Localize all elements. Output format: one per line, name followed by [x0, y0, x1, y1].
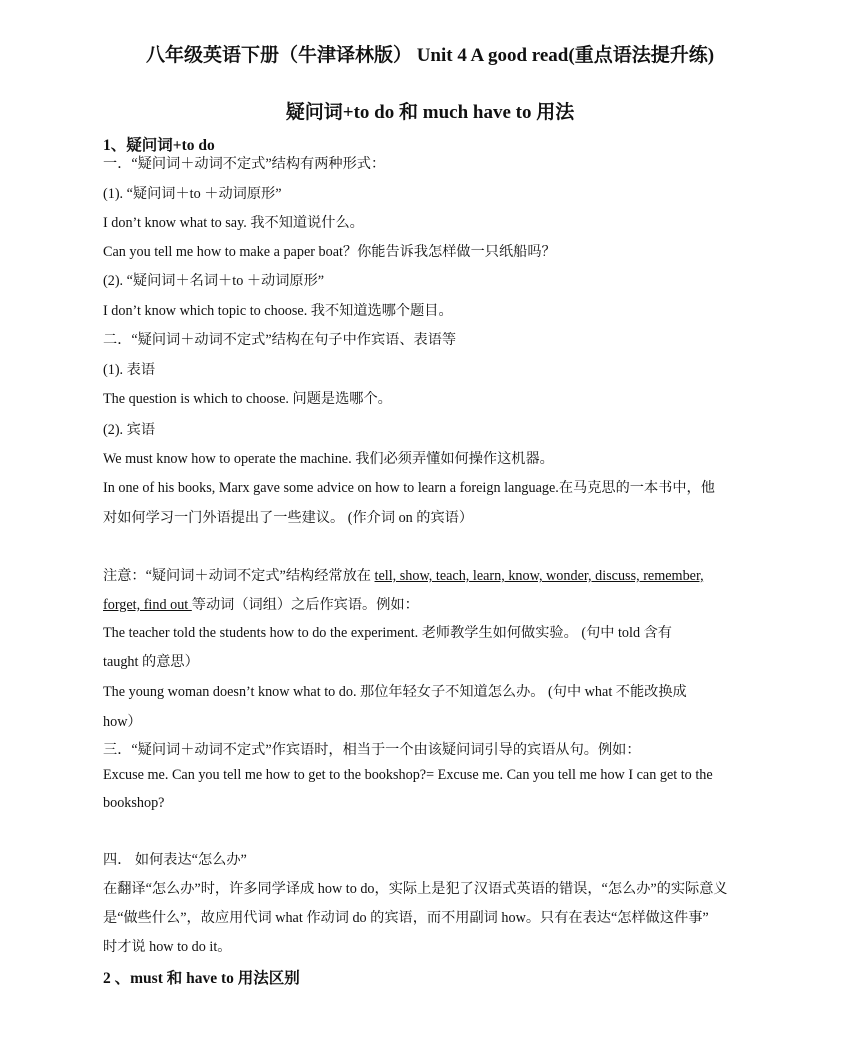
text-line: taught 的意思）	[103, 654, 199, 670]
text-line: Can you tell me how to make a paper boat？你能告诉我怎样做一只纸船吗？	[103, 244, 556, 260]
text-line: (2). “疑问词＋名词＋to ＋动词原形”	[103, 273, 325, 289]
text-line: (2). 宾语	[103, 422, 156, 438]
text-line: In one of his books, Marx gave some advice on how to learn a foreign language.在马克思的一本书中，他	[103, 480, 715, 496]
verb-list: forget, find out	[103, 597, 192, 613]
section-heading-1: 1、疑问词+to do	[103, 137, 215, 154]
section-heading-2: 2 、must 和 have to 用法区别	[103, 970, 300, 987]
text-line: 时才说 how to do it。	[103, 939, 232, 955]
text-line: The question is which to choose. 问题是选哪个。	[103, 391, 392, 407]
note-line	[103, 565, 704, 585]
text-line: 四． 如何表达“怎么办”	[103, 852, 247, 868]
text-line: 是“做些什么”，故应用代词 what 作动词 do 的宾语，而不用副词 how。只有在表达“怎样做这件事”	[103, 910, 709, 926]
page-title: 八年级英语下册（牛津译林版） Unit 4 A good read(重点语法提升练)	[145, 45, 715, 66]
text-line: 一．“疑问词＋动词不定式”结构有两种形式：	[103, 156, 386, 172]
text-line: 三．“疑问词＋动词不定式”作宾语时，相当于一个由该疑问词引导的宾语从句。例如：	[103, 742, 641, 758]
note-line	[103, 594, 419, 614]
text-line: (1). 表语	[103, 362, 156, 378]
text-line: I don’t know which topic to choose. 我不知道选哪个题目。	[103, 303, 453, 319]
text-line: The young woman doesn’t know what to do. 那位年轻女子不知道怎么办。 (句中 what 不能改换成	[103, 684, 687, 700]
page-subtitle: 疑问词+to do 和 much have to 用法	[285, 102, 575, 123]
text-line: Excuse me. Can you tell me how to get to the bookshop?= Excuse me. Can you tell me how I can get to the	[103, 767, 713, 783]
text-line: 对如何学习一门外语提出了一些建议。 (作介词 on 的宾语）	[103, 510, 474, 526]
text-line: We must know how to operate the machine. 我们必须弄懂如何操作这机器。	[103, 451, 554, 467]
text-line: how）	[103, 714, 142, 730]
text-line: I don’t know what to say. 我不知道说什么。	[103, 215, 364, 231]
note-text: 注意：“疑问词＋动词不定式”结构经常放在	[103, 568, 375, 584]
text-line: The teacher told the students how to do the experiment. 老师教学生如何做实验。 (句中 told 含有	[103, 625, 672, 641]
text-line: (1). “疑问词＋to ＋动词原形”	[103, 186, 282, 202]
verb-list: tell, show, teach, learn, know, wonder, discuss, remember,	[374, 568, 704, 584]
text-line: 二．“疑问词＋动词不定式”结构在句子中作宾语、表语等	[103, 332, 457, 348]
note-text: 等动词（词组）之后作宾语。例如：	[191, 597, 419, 613]
text-line: bookshop?	[103, 795, 165, 811]
text-line: 在翻译“怎么办”时，许多同学译成 how to do，实际上是犯了汉语式英语的错误，“怎么办”的实际意义	[103, 881, 728, 897]
